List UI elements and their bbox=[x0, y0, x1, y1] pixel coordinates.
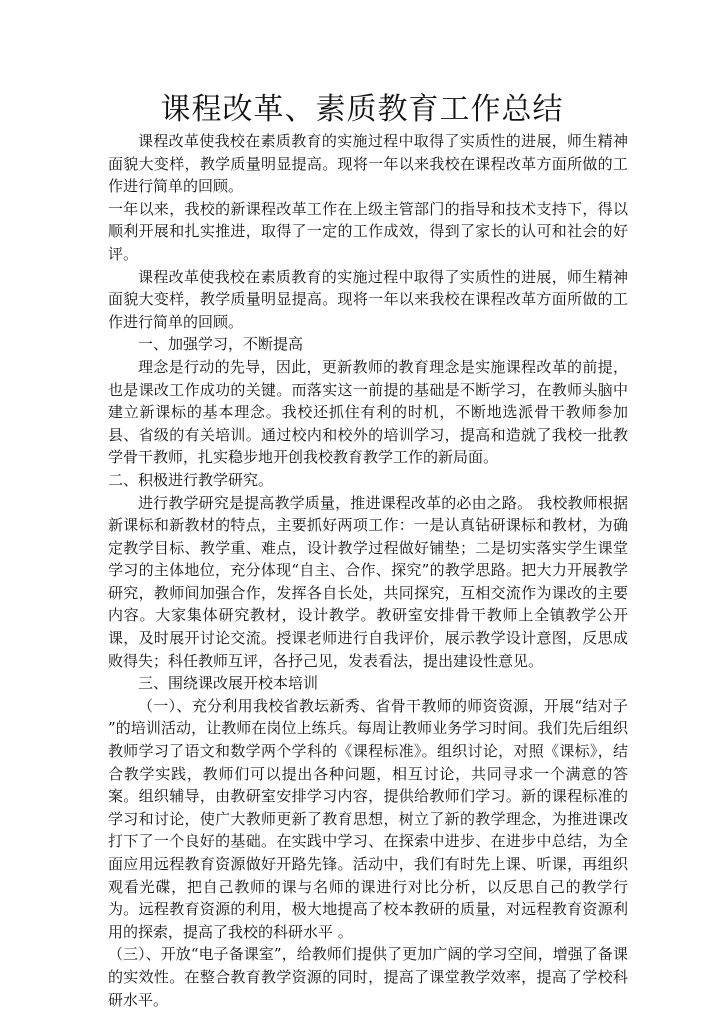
paragraph-intro-repeat: 课程改革使我校在素质教育的实施过程中取得了实质性的进展，师生精神面貌大变样，教学质量明显提高。现将一年以来我校在课程改革方面所做的工作进行简单的回顾。 bbox=[108, 267, 628, 331]
section-heading-3: 三、围绕课改展开校本培训 bbox=[138, 674, 319, 693]
paragraph-year-summary: 一年以来，我校的新课程改革工作在上级主管部门的指导和技术支持下，得以顺利开展和扎实推进，取得了一定的工作成效，得到了家长的认可和社会的好评。 bbox=[108, 199, 628, 263]
section-heading-1: 一、加强学习，不断提高 bbox=[138, 335, 304, 354]
paragraph-section-3-part-1: （一）、充分利用我校省教坛新秀、省骨干教师的师资资源，开展“结对子 ”的培训活动，让教师在岗位上练兵。每周让教师业务学习时间。我们先后组织教师学习了语文和数学两个学科的《课程标准》。组织讨论，对照《课标》，结合教学实践，教师们可以提出各种问题，相互讨论，共同寻求一个满意的答案。组织辅导，由教研室安排学习内容，提供给教师们学习。新的课程标准的学习和讨论，使广大教师更新了教育思想，树立了新的教学理念，为推进课改打下了一个良好的基础。在实践中学习、在探索中进步、在进步中总结，为全面应用远程教育资源做好开路先锋。活动中，我们有时先上课、听课，再组织观看光碟，把自己教师的课与名师的课进行对比分析，以反思自己的教学行为。远程教育资源的利用，极大地提高了校本教研的质量，对远程教育资源利用的探索，提高了我校的科研水平 。 bbox=[108, 696, 628, 941]
paragraph-section-2: 进行教学研究是提高教学质量，推进课程改革的必由之路。 我校教师根据新课标和新教材的特点，主要抓好两项工作：一是认真钻研课标和教材，为确定教学目标、教学重、难点，设计教学过程做好铺垫；二是切实落实学生课堂学习的主体地位，充分体现“自主、合作、探究”的教学思路。把大力开展教学研究，教师间加强合作，发挥各自长处，共同探究，互相交流作为课改的主要内容。大家集体研究教材，设计教学。教研室安排骨干教师上全镇教学公开课，及时展开讨论交流。授课老师进行自我评价，展示教学设计意图，反思成败得失；科任教师互评，各抒己见，发表看法，提出建设性意见。 bbox=[108, 493, 628, 670]
document-body bbox=[108, 130, 628, 1011]
paragraph-section-1: 理念是行动的先导，因此，更新教师的教育理念是实施课程改革的前提，也是课改工作成功的关键。而落实这一前提的基础是不断学习，在教师头脑中建立新课标的基本理念。我校还抓住有利的时机，不断地选派骨干教师参加县、省级的有关培训。通过校内和校外的培训学习，提高和造就了我校一批教学骨干教师，扎实稳步地开创我校教育教学工作的新局面。 bbox=[108, 357, 628, 467]
section-heading-2: 二、积极进行教学研究。 bbox=[108, 470, 274, 489]
paragraph-intro: 课程改革使我校在素质教育的实施过程中取得了实质性的进展，师生精神面貌大变样，教学质量明显提高。现将一年以来我校在课程改革方面所做的工作进行简单的回顾。 bbox=[108, 132, 628, 196]
document-title: 课程改革、素质教育工作总结 bbox=[160, 92, 564, 127]
paragraph-section-3-part-3: （三）、开放“电子备课室”，给教师们提供了更加广阔的学习空间，增强了备课的实效性。在整合教育教学资源的同时，提高了课堂教学效率，提高了学校科研水平。 bbox=[108, 945, 628, 1009]
